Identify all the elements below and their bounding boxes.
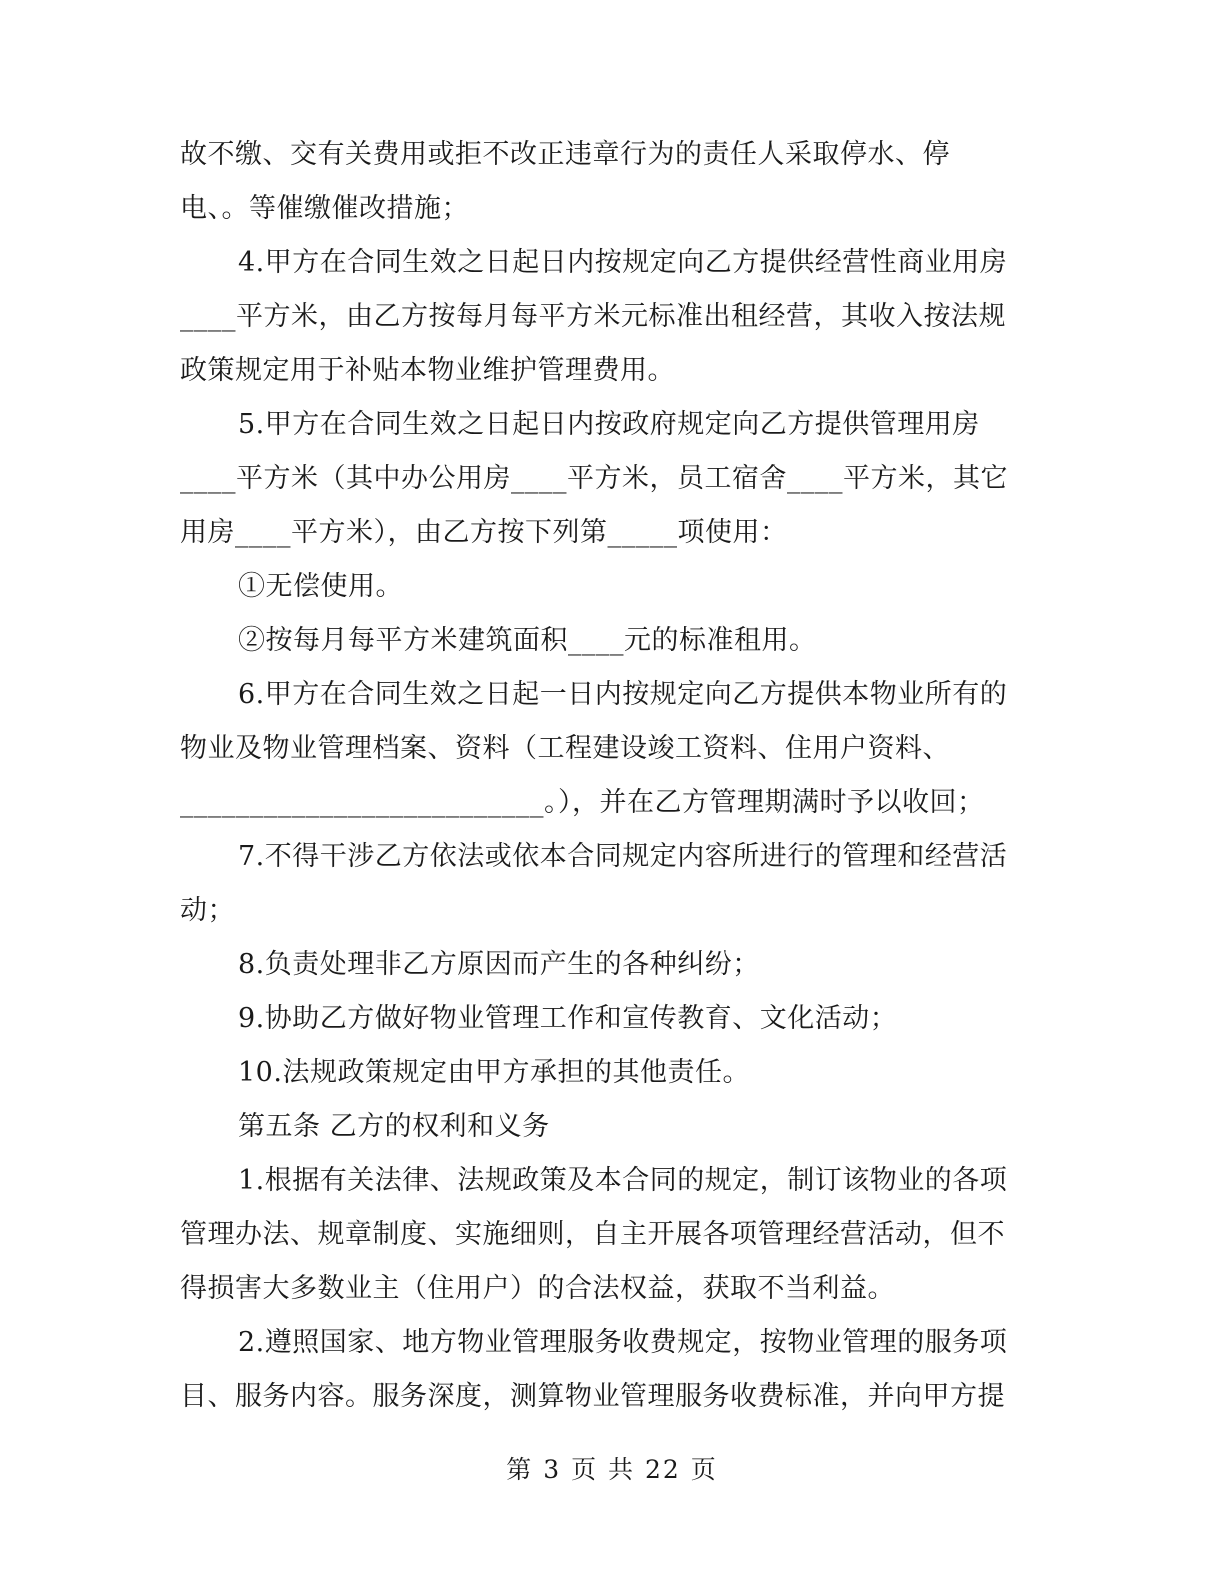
text-line: ①无偿使用。 [238,571,403,602]
text-line: ____平方米，由乙方按每月每平方米元标准出租经营，其收入按法规 [180,301,1006,332]
text-line: __________________________。），并在乙方管理期满时予以收回； [180,787,985,818]
text-line: 动； [180,895,235,926]
text-line: 得损害大多数业主（住用户）的合法权益，获取不当利益。 [180,1273,895,1304]
text-line: ②按每月每平方米建筑面积____元的标准租用。 [238,625,817,656]
document-body [180,128,1020,1424]
text-line: 1.根据有关法律、法规政策及本合同的规定，制订该物业的各项 [238,1165,1008,1196]
text-line: 电、。等催缴催改措施； [180,193,469,224]
text-line: 6.甲方在合同生效之日起一日内按规定向乙方提供本物业所有的 [238,679,1008,710]
section-heading: 第五条 乙方的权利和义务 [238,1111,550,1142]
text-line: 7.不得干涉乙方依法或依本合同规定内容所进行的管理和经营活 [238,841,1008,872]
text-line: 5.甲方在合同生效之日起日内按政府规定向乙方提供管理用房 [238,409,980,440]
text-line: 4.甲方在合同生效之日起日内按规定向乙方提供经营性商业用房 [238,247,1008,278]
page-number-footer: 第 3 页 共 22 页 [506,1455,718,1484]
text-line: 管理办法、规章制度、实施细则，自主开展各项管理经营活动，但不 [180,1219,1005,1250]
text-line: 10.法规政策规定由甲方承担的其他责任。 [238,1057,750,1088]
text-line: 用房____平方米），由乙方按下列第_____项使用： [180,517,788,548]
text-line: 政策规定用于补贴本物业维护管理费用。 [180,355,675,386]
text-line: ____平方米（其中办公用房____平方米，员工宿舍____平方米，其它 [180,463,1008,494]
text-line: 故不缴、交有关费用或拒不改正违章行为的责任人采取停水、停 [180,139,950,170]
text-line: 2.遵照国家、地方物业管理服务收费规定，按物业管理的服务项 [238,1327,1008,1358]
text-line: 物业及物业管理档案、资料（工程建设竣工资料、住用户资料、 [180,733,950,764]
text-line: 8.负责处理非乙方原因而产生的各种纠纷； [238,949,760,980]
text-line: 目、服务内容。服务深度，测算物业管理服务收费标准，并向甲方提 [180,1381,1005,1412]
text-line: 9.协助乙方做好物业管理工作和宣传教育、文化活动； [238,1003,898,1034]
